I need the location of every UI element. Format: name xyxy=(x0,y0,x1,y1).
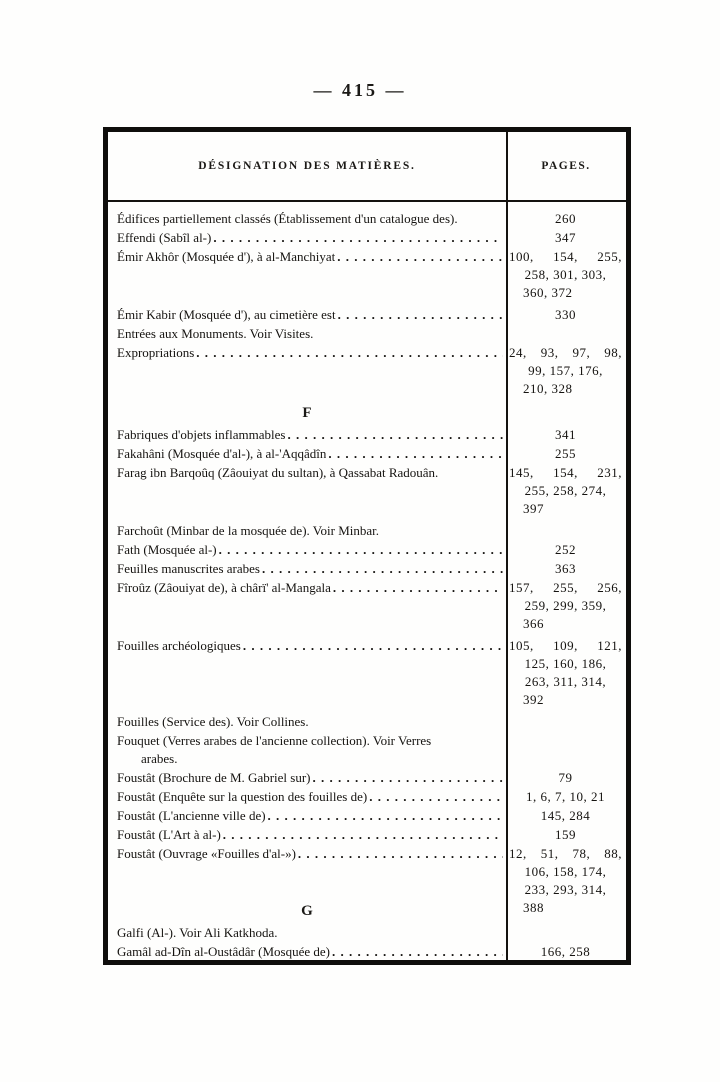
entry-designation-cell xyxy=(108,788,506,806)
page-numbers-line: 363 xyxy=(555,561,576,576)
entry-designation-cell xyxy=(108,541,506,559)
page-numbers-line: 392 xyxy=(523,692,544,707)
entry-label: Expropriations xyxy=(117,345,195,360)
page-numbers-line: 99, 157, 176, xyxy=(528,363,603,378)
page-numbers-line: 360, 372 xyxy=(523,285,573,300)
entry-label: Farchoût (Minbar de la mosquée de). Voir Minbar. xyxy=(117,523,379,538)
entry-designation-cell xyxy=(108,229,506,247)
entry-label: Fîroûz (Zâouiyat de), à chârï' al-Mangala xyxy=(117,580,331,595)
entry-designation-cell xyxy=(108,579,506,597)
page-numbers-line: 255 xyxy=(555,446,576,461)
entry-designation-cell xyxy=(108,732,506,768)
entry-label: Fath (Mosquée al-) xyxy=(117,542,217,557)
index-row xyxy=(108,426,626,444)
entry-designation-cell xyxy=(108,325,506,343)
dot-leader xyxy=(268,807,503,825)
entry-pages-cell xyxy=(506,229,626,247)
entry-designation-cell xyxy=(108,924,506,942)
dot-leader xyxy=(243,637,503,655)
index-row xyxy=(108,325,626,343)
entry-label: Fouilles (Service des). Voir Collines. xyxy=(117,714,309,729)
index-row xyxy=(108,248,626,302)
dot-leader xyxy=(196,344,503,362)
dot-leader xyxy=(338,306,503,324)
entry-pages-cell xyxy=(506,579,626,633)
section-letter: F xyxy=(302,405,312,421)
entry-pages-cell xyxy=(506,845,626,917)
dot-leader xyxy=(213,229,503,247)
entry-label: Foustât (L'ancienne ville de) xyxy=(117,808,266,823)
page-numbers-line: 330 xyxy=(555,307,576,322)
page-numbers-line: 347 xyxy=(555,230,576,245)
entry-label: Émir Akhôr (Mosquée d'), à al-Manchiyat xyxy=(117,249,336,264)
index-row xyxy=(108,826,626,844)
entry-label: Foustât (L'Art à al-) xyxy=(117,827,221,842)
entry-designation-cell xyxy=(108,943,506,961)
page-numbers-line: 105, 109, 121, xyxy=(509,638,622,653)
index-row xyxy=(108,732,626,768)
entry-designation-cell xyxy=(108,445,506,463)
page-numbers-line: 259, 299, 359, xyxy=(524,598,607,613)
entry-designation-cell xyxy=(108,826,506,844)
entry-label: Galfi (Al-). Voir Ali Katkhoda. xyxy=(117,925,278,940)
entry-pages-cell xyxy=(506,210,626,228)
entry-pages-cell xyxy=(506,248,626,302)
index-row xyxy=(108,943,626,961)
entry-label: Entrées aux Monuments. Voir Visites. xyxy=(117,326,314,341)
entry-label: Émir Kabir (Mosquée d'), au cimetière est xyxy=(117,307,336,322)
index-table-body xyxy=(108,202,626,961)
entry-pages-cell xyxy=(506,788,626,806)
entry-pages-cell xyxy=(506,464,626,518)
entry-label: Fabriques d'objets inflammables xyxy=(117,427,286,442)
index-row xyxy=(108,445,626,463)
entry-label: Effendi (Sabîl al-) xyxy=(117,230,212,245)
entry-pages-cell xyxy=(506,541,626,559)
page-numbers-line: 388 xyxy=(523,900,544,915)
entry-pages-cell xyxy=(506,807,626,825)
index-row xyxy=(108,210,626,228)
entry-label: Fouilles archéologiques xyxy=(117,638,241,653)
index-row xyxy=(108,788,626,806)
index-row xyxy=(108,769,626,787)
entry-designation-cell xyxy=(108,845,506,863)
index-row xyxy=(108,229,626,247)
entry-label: Édifices partiellement classés (Établissement d'un catalogue des). xyxy=(117,211,458,226)
column-header-pages: PAGES. xyxy=(541,160,591,172)
page-numbers-line: 263, 311, 314, xyxy=(524,674,607,689)
dot-leader xyxy=(287,426,503,444)
index-table xyxy=(103,127,631,965)
page-numbers-line: 12, 51, 78, 88, xyxy=(509,846,622,861)
entry-designation-cell xyxy=(108,713,506,731)
page-numbers-line: 100, 154, 255, xyxy=(509,249,622,264)
entry-designation-cell xyxy=(108,306,506,324)
entry-pages-cell xyxy=(506,426,626,444)
dot-leader xyxy=(333,579,503,597)
index-row xyxy=(108,713,626,731)
entry-designation-cell xyxy=(108,769,506,787)
dot-leader xyxy=(369,788,503,806)
entry-label: Fakahâni (Mosquée d'al-), à al-'Aqqâdîn xyxy=(117,446,327,461)
entry-designation-cell xyxy=(108,248,506,266)
section-letter: G xyxy=(301,903,313,919)
dot-leader xyxy=(332,943,503,961)
dot-leader xyxy=(219,541,503,559)
entry-pages-cell xyxy=(506,769,626,787)
index-row xyxy=(108,541,626,559)
entry-label: Fouquet (Verres arabes de l'ancienne collection). Voir Verres xyxy=(117,733,432,748)
index-row xyxy=(108,560,626,578)
page-numbers-line: 397 xyxy=(523,501,544,516)
entry-label: Gamâl ad-Dîn al-Oustâdâr (Mosquée de) xyxy=(117,944,330,959)
page-numbers-line: 145, 284 xyxy=(540,808,591,823)
entry-pages-cell xyxy=(506,445,626,463)
dot-leader xyxy=(298,845,503,863)
entry-designation-cell xyxy=(108,344,506,362)
column-divider xyxy=(506,132,508,960)
page-numbers-line: 258, 301, 303, xyxy=(524,267,607,282)
entry-designation-cell xyxy=(108,464,506,482)
entry-designation-cell xyxy=(108,807,506,825)
page-numbers-line: 260 xyxy=(555,211,576,226)
page-number: — 415 — xyxy=(313,80,407,100)
page-numbers-line: 366 xyxy=(523,616,544,631)
page-numbers-line: 210, 328 xyxy=(523,381,573,396)
page-numbers-line: 145, 154, 231, xyxy=(509,465,622,480)
dot-leader xyxy=(328,445,503,463)
entry-pages-cell xyxy=(506,306,626,324)
index-row xyxy=(108,464,626,518)
page-numbers-line: 252 xyxy=(555,542,576,557)
page-numbers-line: 79 xyxy=(558,770,573,785)
entry-designation-cell xyxy=(108,560,506,578)
entry-label: Foustât (Enquête sur la question des fouilles de) xyxy=(117,789,368,804)
entry-label: Foustât (Brochure de M. Gabriel sur) xyxy=(117,770,311,785)
table-header-row xyxy=(108,132,626,202)
entry-designation-cell xyxy=(108,210,506,228)
entry-pages-cell xyxy=(506,637,626,709)
page-numbers-line: 166, 258 xyxy=(540,944,591,959)
dot-leader xyxy=(262,560,503,578)
entry-designation-cell xyxy=(108,637,506,655)
index-row xyxy=(108,924,626,942)
page-numbers-line: 125, 160, 186, xyxy=(524,656,607,671)
entry-label: Farag ibn Barqoûq (Zâouiyat du sultan), à Qassabat Radouân. xyxy=(117,465,439,480)
page-numbers-line: 159 xyxy=(555,827,576,842)
entry-pages-cell xyxy=(506,344,626,398)
index-row xyxy=(108,637,626,709)
index-row xyxy=(108,807,626,825)
entry-designation-cell xyxy=(108,426,506,444)
index-row xyxy=(108,522,626,540)
entry-label-continuation: arabes. xyxy=(141,751,178,766)
entry-pages-cell xyxy=(506,943,626,961)
entry-pages-cell xyxy=(506,560,626,578)
index-row xyxy=(108,344,626,398)
page-numbers-line: 233, 293, 314, xyxy=(524,882,607,897)
column-header-designation: DÉSIGNATION DES MATIÈRES. xyxy=(198,160,416,172)
dot-leader xyxy=(337,248,503,266)
index-row xyxy=(108,306,626,324)
entry-label: Feuilles manuscrites arabes xyxy=(117,561,260,576)
dot-leader xyxy=(223,826,503,844)
page-numbers-line: 255, 258, 274, xyxy=(524,483,607,498)
entry-pages-cell xyxy=(506,826,626,844)
page-numbers-line: 341 xyxy=(555,427,576,442)
page-numbers-line: 1, 6, 7, 10, 21 xyxy=(526,789,605,804)
entry-label: Foustât (Ouvrage «Fouilles d'al-») xyxy=(117,846,296,861)
page-numbers-line: 157, 255, 256, xyxy=(509,580,622,595)
page-numbers-line: 106, 158, 174, xyxy=(524,864,607,879)
index-row xyxy=(108,579,626,633)
entry-designation-cell xyxy=(108,522,506,540)
dot-leader xyxy=(313,769,503,787)
page-numbers-line: 24, 93, 97, 98, xyxy=(509,345,622,360)
